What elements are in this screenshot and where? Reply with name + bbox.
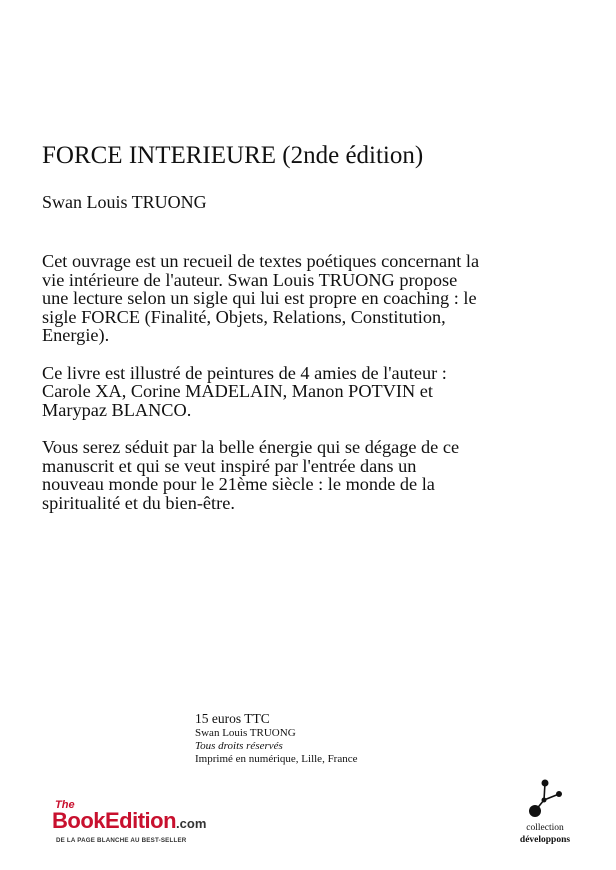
colophon — [195, 711, 358, 766]
price: 15 euros TTC — [195, 711, 270, 726]
logo-tagline: DE LA PAGE BLANCHE AU BEST-SELLER — [56, 837, 187, 844]
logo-the: The — [55, 799, 75, 811]
logo-wordmark — [52, 810, 206, 835]
molecule-icon — [523, 776, 567, 820]
copyright-holder: Swan Louis TRUONG — [195, 727, 296, 739]
book-author: Swan Louis TRUONG — [42, 192, 207, 212]
collection-name: développons — [519, 835, 571, 845]
logo-domain: .com — [176, 816, 207, 831]
collection-label: collection — [526, 823, 564, 833]
back-cover-blurb — [42, 252, 482, 531]
print-info: Imprimé en numérique, Lille, France — [195, 753, 358, 765]
blurb-paragraph-1: Cet ouvrage est un recueil de textes poétiques concernant la vie intérieure de l'auteur. Swan Louis TRUONG propose une lecture selon un sigle qui lui est propre en coaching : le sigle FORCE (Finalité, Objets, Relations, Constitution, Energie). — [42, 251, 480, 345]
collection-mark — [510, 776, 580, 846]
logo-name: BookEdition — [52, 808, 177, 833]
bookedition-logo — [52, 800, 206, 844]
book-title: FORCE INTERIEURE (2nde édition) — [42, 142, 424, 169]
rights-notice: Tous droits réservés — [195, 740, 283, 752]
blurb-paragraph-2: Ce livre est illustré de peintures de 4 amies de l'auteur : Carole XA, Corine MADELAIN, Manon POTVIN et Marypaz BLANCO. — [42, 362, 447, 420]
blurb-paragraph-3: Vous serez séduit par la belle énergie qui se dégage de ce manuscrit et qui se veut inspiré par l'entrée dans un nouveau monde pour le 21ème siècle : le monde de la spiritualité et du bien-être. — [42, 437, 460, 513]
